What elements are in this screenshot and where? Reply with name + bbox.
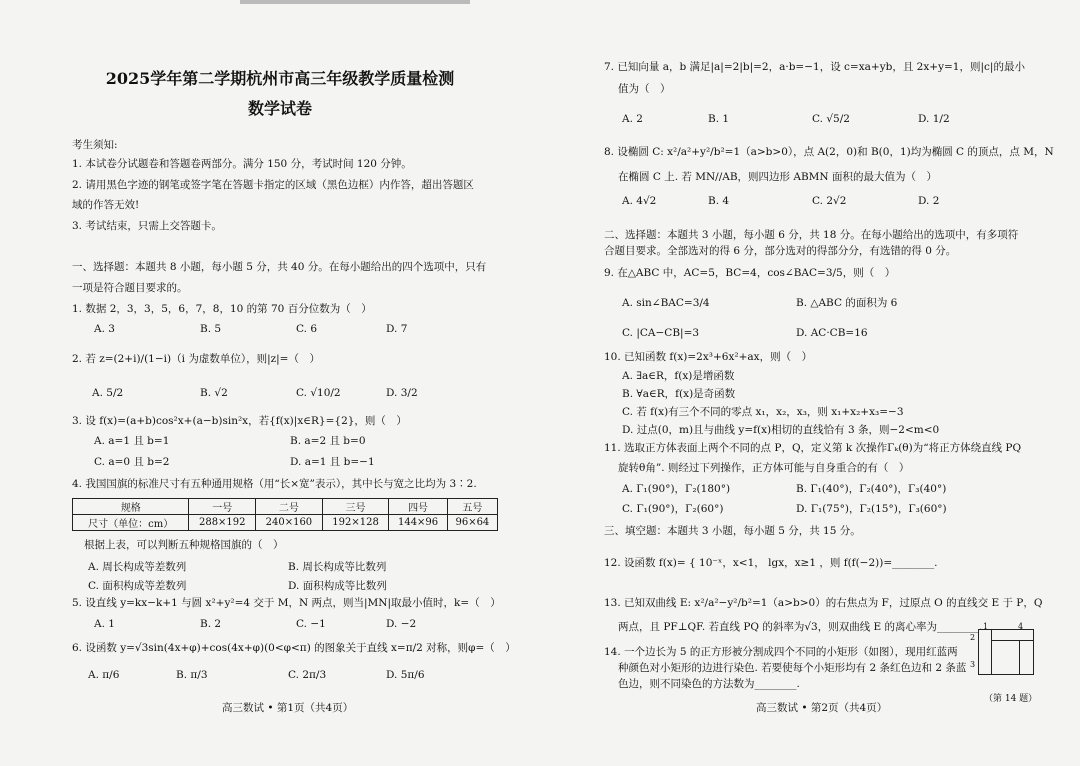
q11-option-d: D. Γ₁(75°)，Γ₂(15°)，Γ₃(60°): [796, 503, 947, 515]
q4-prompt: 根据上表，可以判断五种规格国旗的（ ）: [84, 539, 284, 551]
q10-option-b: B. ∀a∈R，f(x)是奇函数: [622, 388, 736, 400]
figure-label: 3: [970, 660, 976, 669]
q9-option-a: A. sin∠BAC=3/4: [622, 297, 710, 309]
question-14: 14. 一个边长为 5 的正方形被分割成四个不同的小矩形（如图），现用红蓝两: [604, 646, 958, 658]
notice-line: 1. 本试卷分试题卷和答题卷两部分。满分 150 分，考试时间 120 分钟。: [72, 158, 412, 170]
question-9: 9. 在△ABC 中，AC=5，BC=4，cos∠BAC=3/5，则（ ）: [604, 267, 896, 279]
flag-spec-table: [72, 498, 498, 531]
table-cell: 三号: [322, 499, 389, 515]
q1-option-c: C. 6: [296, 323, 318, 335]
q5-option-a: A. 1: [94, 618, 115, 630]
q2-option-a: A. 5/2: [92, 387, 124, 399]
exam-subtitle: 数学试卷: [247, 99, 312, 118]
question-11: 旋转θ角”. 则经过下列操作，正方体可能与自身重合的有（ ）: [618, 462, 910, 474]
q7-option-d: D. 1/2: [918, 113, 950, 125]
q8-option-c: C. 2√2: [812, 195, 847, 207]
table-row: [73, 515, 498, 531]
question-5: 5. 设直线 y=kx−k+1 与圆 x²+y²=4 交于 M，N 两点，则当|MN|取最小值时，k=（ ）: [72, 597, 501, 609]
q4-option-b: B. 周长构成等比数列: [288, 561, 387, 573]
figure-divider: [991, 640, 1033, 641]
q5-option-c: C. −1: [296, 618, 326, 630]
table-cell: 96×64: [447, 515, 497, 531]
section-2-heading: 合题目要求。全部选对的得 6 分，部分选对的得部分分，有选错的得 0 分。: [604, 245, 957, 257]
q11-option-c: C. Γ₁(90°)，Γ₂(60°): [622, 503, 724, 515]
q5-option-b: B. 2: [200, 618, 222, 630]
q6-option-d: D. 5π/6: [386, 669, 425, 681]
notice-line: 3. 考试结束，只需上交答题卡。: [72, 220, 222, 232]
q14-rectangle-figure: [978, 629, 1034, 675]
table-cell: 240×160: [256, 515, 323, 531]
q4-option-a: A. 周长构成等差数列: [88, 561, 187, 573]
table-cell: 一号: [189, 499, 256, 515]
question-6: 6. 设函数 y=√3sin(4x+φ)+cos(4x+φ)(0<φ<π) 的图象关于直线 x=π/2 对称，则φ=（ ）: [72, 642, 516, 654]
figure-label: 2: [970, 633, 976, 642]
question-3: 3. 设 f(x)=(a+b)cos²x+(a−b)sin²x，若{f(x)|x∈R}={2}，则（ ）: [72, 415, 407, 427]
q10-option-c: C. 若 f(x)有三个不同的零点 x₁，x₂，x₃，则 x₁+x₂+x₃=−3: [622, 406, 904, 418]
q10-option-a: A. ∃a∈R，f(x)是增函数: [622, 370, 735, 382]
q1-option-d: D. 7: [386, 323, 408, 335]
notice-line: 域的作答无效!: [72, 199, 140, 211]
question-10: 10. 已知函数 f(x)=2x³+6x²+ax，则（ ）: [604, 351, 813, 363]
q11-option-a: A. Γ₁(90°)，Γ₂(180°): [622, 483, 731, 495]
q3-option-b: B. a=2 且 b=0: [290, 435, 366, 447]
section-1-heading: 一项是符合题目要求的。: [72, 282, 188, 294]
figure-divider: [1019, 640, 1020, 674]
question-4: 4. 我国国旗的标准尺寸有五种通用规格（用“长×宽”表示），其中长与宽之比均为 3∶2.: [72, 478, 477, 490]
section-3-heading: 三、填空题：本题共 3 小题，每小题 5 分，共 15 分。: [604, 525, 861, 537]
figure-label: 4: [1018, 622, 1024, 631]
q2-option-d: D. 3/2: [386, 387, 418, 399]
q1-option-b: B. 5: [200, 323, 222, 335]
question-11: 11. 选取正方体表面上两个不同的点 P，Q，定义第 k 次操作Γₖ(θ)为“将正方体绕直线 PQ: [604, 442, 1022, 454]
table-cell: 规格: [73, 499, 189, 515]
section-1-heading: 一、选择题：本题共 8 小题，每小题 5 分，共 40 分。在每小题给出的四个选项中，只有: [72, 261, 487, 273]
question-7: 值为（ ）: [618, 83, 671, 95]
question-8: 8. 设椭圆 C: x²/a²+y²/b²=1（a>b>0），点 A(2，0)和 B(0，1)均为椭圆 C 的顶点，点 M，N: [604, 146, 1054, 158]
figure-label: 1: [983, 622, 989, 631]
page-2-footer: 高三数试 • 第2页（共4页）: [756, 702, 888, 714]
question-13: 两点，且 PF⊥QF. 若直线 PQ 的斜率为√3，则双曲线 E 的离心率为________.: [618, 621, 983, 633]
section-2-heading: 二、选择题：本题共 3 小题，每小题 6 分，共 18 分。在每小题给出的选项中，有多项符: [604, 229, 1019, 241]
q6-option-c: C. 2π/3: [288, 669, 327, 681]
table-cell: 二号: [256, 499, 323, 515]
q9-option-b: B. △ABC 的面积为 6: [796, 297, 898, 309]
page-1-footer: 高三数试 • 第1页（共4页）: [222, 702, 354, 714]
q8-option-a: A. 4√2: [622, 195, 657, 207]
q8-option-d: D. 2: [918, 195, 940, 207]
figure-caption: （第 14 题）: [984, 694, 1038, 704]
q3-option-c: C. a=0 且 b=2: [94, 456, 170, 468]
q7-option-b: B. 1: [708, 113, 730, 125]
exam-title: 2025学年第二学期杭州市高三年级教学质量检测: [105, 69, 455, 88]
table-cell: 192×128: [322, 515, 389, 531]
question-14: 种颜色对小矩形的边进行染色. 若要使每个小矩形均有 2 条红色边和 2 条蓝: [618, 662, 967, 674]
q11-option-b: B. Γ₁(40°)，Γ₂(40°)，Γ₃(40°): [796, 483, 947, 495]
q6-option-a: A. π/6: [88, 669, 120, 681]
q6-option-b: B. π/3: [176, 669, 208, 681]
table-header-row: [73, 499, 498, 515]
q7-option-c: C. √5/2: [812, 113, 850, 125]
figure-divider: [991, 630, 992, 674]
table-cell: 四号: [389, 499, 447, 515]
q4-option-c: C. 面积构成等差数列: [88, 580, 187, 592]
q7-option-a: A. 2: [622, 113, 643, 125]
q2-option-b: B. √2: [200, 387, 228, 399]
table-cell: 尺寸（单位：cm）: [73, 515, 189, 531]
notice-line: 2. 请用黑色字迹的钢笔或签字笔在答题卡指定的区域（黑色边框）内作答，超出答题区: [72, 179, 474, 191]
table-cell: 288×192: [189, 515, 256, 531]
question-14: 色边，则不同染色的方法数为________.: [618, 678, 800, 690]
q9-option-c: C. |CA−CB|=3: [622, 327, 700, 339]
q8-option-b: B. 4: [708, 195, 730, 207]
question-1: 1. 数据 2，3，3，5，6，7，8，10 的第 70 百分位数为（ ）: [72, 303, 372, 315]
q1-option-a: A. 3: [94, 323, 115, 335]
question-13: 13. 已知双曲线 E: x²/a²−y²/b²=1（a>b>0）的右焦点为 F，过原点 O 的直线交 E 于 P，Q: [604, 597, 1043, 609]
question-8: 在椭圆 C 上. 若 MN//AB，则四边形 ABMN 面积的最大值为（ ）: [618, 171, 937, 183]
notice-title: 考生须知:: [72, 139, 118, 151]
q5-option-d: D. −2: [386, 618, 417, 630]
q4-option-d: D. 面积构成等比数列: [288, 580, 387, 592]
q3-option-d: D. a=1 且 b=−1: [290, 456, 375, 468]
q10-option-d: D. 过点(0，m)且与曲线 y=f(x)相切的直线恰有 3 条，则−2<m<0: [622, 424, 940, 436]
question-12: 12. 设函数 f(x)= { 10⁻ˣ，x<1， lgx，x≥1 ，则 f(f(−2))=________.: [604, 557, 938, 569]
q3-option-a: A. a=1 且 b=1: [94, 435, 170, 447]
q2-option-c: C. √10/2: [296, 387, 341, 399]
table-cell: 144×96: [389, 515, 447, 531]
q9-option-d: D. AC·CB=16: [796, 327, 868, 339]
question-2: 2. 若 z=(2+i)/(1−i)（i 为虚数单位），则|z|=（ ）: [72, 353, 320, 365]
table-cell: 五号: [447, 499, 497, 515]
question-7: 7. 已知向量 a，b 满足|a|=2|b|=2，a·b=−1，设 c=xa+yb，且 2x+y=1，则|c|的最小: [604, 61, 1025, 73]
